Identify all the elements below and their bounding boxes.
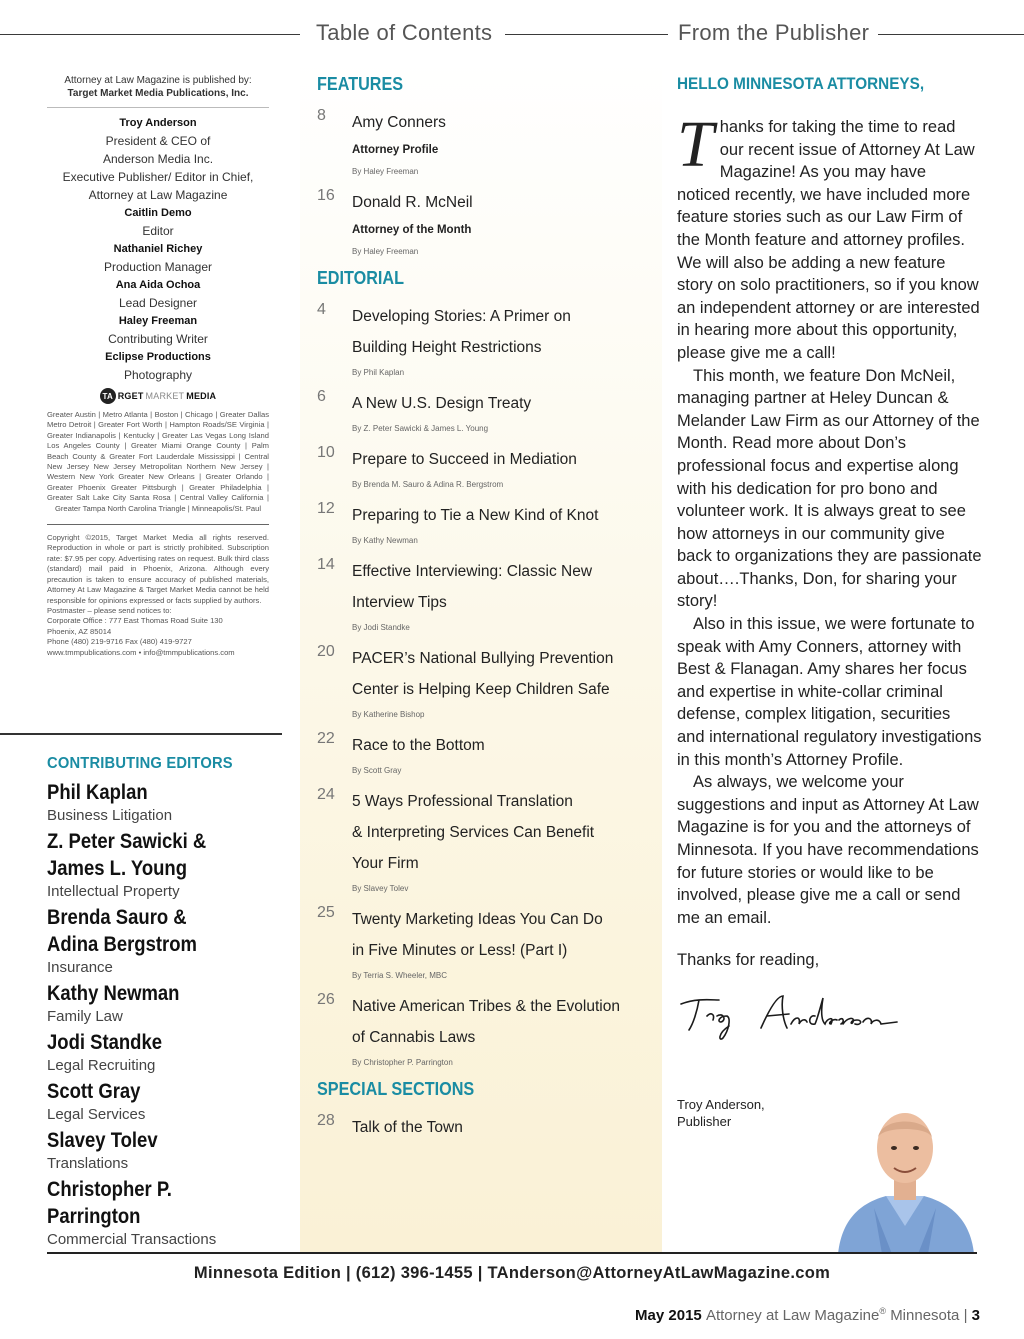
toc-entry-title: Center is Helping Keep Children Safe [352, 681, 610, 698]
toc-entry [317, 786, 647, 899]
toc-entry [317, 730, 647, 781]
toc-page-number: 4 [317, 301, 326, 318]
toc-section-title: FEATURES [317, 74, 404, 94]
toc-entry-title: Your Firm [352, 855, 419, 872]
toc-entry-byline: By Katherine Bishop [352, 710, 425, 719]
toc-entry-text [352, 904, 647, 986]
contributing-title: CONTRIBUTING EDITORS [47, 755, 233, 772]
toc-entry-title: Interview Tips [352, 594, 447, 611]
toc-entry-text [352, 187, 647, 262]
web-contact: www.tmmpublications.com • info@tmmpublications.com [47, 647, 235, 657]
toc-entry [317, 904, 647, 986]
staff-role: Lead Designer [118, 296, 198, 310]
staff-name: Caitlin Demo [124, 207, 192, 219]
toc-entry [317, 1112, 647, 1143]
toc-page-number: 16 [317, 187, 335, 204]
toc-section-title: EDITORIAL [317, 268, 405, 288]
signature-image [677, 990, 907, 1040]
paragraph-text: hanks for taking the time to read our recent issue of Attorney At Law Magazine! As you may have noticed recently, we have included more feature stories such as our Law Firm of the Month feature and attorney profiles. We will also be adding a new feature story on solo practitioners, so if you know an independent attorney or are interested in hearing more about this opportunity, please give me a call! [677, 118, 980, 362]
page-number: 3 [971, 1307, 980, 1324]
toc-entry-title: in Five Minutes or Less! (Part I) [352, 942, 568, 959]
toc-entry-byline: By Scott Gray [352, 766, 402, 775]
drop-cap: T [677, 108, 714, 181]
divider [47, 107, 269, 108]
toc-entry-text [352, 388, 647, 439]
editor-field: Insurance [47, 959, 113, 976]
editor-name: Adina Bergstrom [47, 933, 197, 956]
staff-list [47, 114, 269, 384]
toc-entry-byline: By Kathy Newman [352, 536, 418, 545]
staff-name: Ana Aida Ochoa [115, 279, 201, 291]
toc-entry-byline: By Z. Peter Sawicki & James L. Young [352, 424, 489, 433]
handwritten-signature [677, 990, 982, 1042]
publisher-photo [834, 1086, 976, 1254]
toc-entry-text [352, 991, 647, 1073]
toc-entry-title: A New U.S. Design Treaty [352, 395, 532, 412]
staff-role: Photography [123, 368, 193, 382]
editor-name: Christopher P. [47, 1178, 172, 1201]
edition-name: Minnesota [890, 1307, 960, 1324]
toc-page-number: 20 [317, 643, 335, 660]
editor-field: Legal Recruiting [47, 1057, 156, 1074]
office-address: Corporate Office : 777 East Thomas Road Suite 130 [47, 616, 223, 626]
copyright-text: Copyright ©2015, Target Market Media all rights reserved. Reproduction in whole or part is strictly prohibited. Subscription rate: $7.95 per copy. Advertising rates on request. Bulk third class (standard) mail paid in Phoenix, Arizona. Although every precaution is taken to ensure accuracy of published materials, Attorney At Law Magazine & Target Market Media cannot be held responsible for opinions expressed or facts supplied by authors. [47, 533, 269, 605]
toc-entry-title: & Interpreting Services Can Benefit [352, 824, 595, 841]
staff-name: Nathaniel Richey [113, 243, 203, 255]
toc-entry [317, 187, 647, 262]
toc-entry-text [352, 556, 647, 638]
signature-caption [677, 1096, 765, 1130]
staff-name: Troy Anderson [119, 117, 197, 129]
editor-name: Phil Kaplan [47, 781, 148, 804]
toc-entry-byline: By Terria S. Wheeler, MBC [352, 971, 447, 980]
staff-role: President & CEO of [105, 134, 211, 148]
logo-text-1: RGET [117, 391, 144, 401]
company-logo [47, 388, 269, 404]
toc-entry [317, 643, 647, 725]
footer-contact: Minnesota Edition | (612) 396-1455 | TAnderson@AttorneyAtLawMagazine.com [193, 1264, 831, 1282]
toc-entry-byline: By Phil Kaplan [352, 368, 405, 377]
letter-paragraph: Also in this issue, we were fortunate to speak with Amy Conners, attorney with Best & Flanagan. Amy shares her focus and expertise in white-collar criminal defense, complex litigation, securities and international regulatory investigations in this month’s Attorney Profile. [677, 615, 982, 769]
staff-role: Anderson Media Inc. [102, 152, 214, 166]
issue-date: May 2015 [635, 1307, 702, 1324]
toc-entry-text [352, 107, 647, 182]
office-phone: Phone (480) 219-9716 Fax (480) 419-9727 [47, 637, 192, 647]
editor-name: Brenda Sauro & [47, 906, 187, 929]
publisher-title: Publisher [677, 1114, 732, 1129]
toc-page-number: 12 [317, 500, 335, 517]
toc-page-number: 8 [317, 107, 326, 124]
toc-page-number: 28 [317, 1112, 335, 1129]
contributing-editors [47, 755, 287, 1252]
toc-entry-byline: By Christopher P. Parrington [352, 1058, 453, 1067]
staff-role: Production Manager [103, 260, 213, 274]
toc-heading: Table of Contents [316, 20, 493, 45]
logo-text-3: MEDIA [186, 391, 217, 401]
registered-mark: ® [879, 1306, 887, 1316]
divider [0, 733, 282, 735]
toc-entry-title: Race to the Bottom [352, 737, 485, 754]
toc-entry-title: Building Height Restrictions [352, 339, 542, 356]
editor-list [47, 779, 287, 1249]
letter-paragraph: This month, we feature Don McNeil, managing partner at Heley Duncan & Melander Law Firm as our Attorney of the Month. Read more about Don’s professional focus and expertise along with his dedication for pro bono and volunteer work. It is always great to see how attorneys in our community give back to organizations they are passionate about….Thanks, Don, for sharing your story! [677, 366, 982, 611]
toc-entry [317, 107, 647, 182]
page-folio: May 2015 Attorney at Law Magazine® Minnesota | 3 [635, 1306, 980, 1324]
postmaster-text: Postmaster – please send notices to: [47, 605, 172, 615]
editor-name: James L. Young [47, 857, 188, 880]
toc-page-number: 14 [317, 556, 335, 573]
publisher-heading: From the Publisher [678, 20, 870, 45]
header-rule-left [0, 34, 300, 35]
publisher-name: Troy Anderson, [677, 1097, 765, 1112]
letter-paragraph [677, 108, 982, 365]
toc-entry-title: Prepare to Succeed in Mediation [352, 451, 577, 468]
toc-entry-title: 5 Ways Professional Translation [352, 793, 573, 810]
letter-body [677, 108, 982, 929]
masthead-intro [47, 74, 269, 100]
intro-line: Attorney at Law Magazine is published by: [64, 75, 252, 86]
markets-list: Greater Austin | Metro Atlanta | Boston | Chicago | Greater Dallas Metro Detroit | Greater Fort Worth | Hampton Roads/SE Virginia | Greater Indianapolis | Kentucky | Greater Las Vegas Long Island Los Angeles County | Greater Miami Orange County | Palm Beach County & Greater Fort Lauderdale Mississippi | Central New Jersey New Jersey Metropolitan Northern New Jersey | Western New York Greater New Orleans | Greater Orlando | Greater Phoenix Greater Pittsburgh | Greater Philadelphia | Greater Salt Lake City Santa Rosa | Central Valley California | Greater Tampa North Carolina Triangle | Minneapolis/St. Paul [47, 410, 269, 513]
toc-entry-text [352, 444, 647, 495]
toc-entry-title: Donald R. McNeil [352, 194, 473, 211]
toc-entry [317, 444, 647, 495]
staff-name: Eclipse Productions [105, 351, 211, 363]
toc-page-number: 10 [317, 444, 335, 461]
logo-text-2: MARKET [145, 391, 185, 401]
toc-entry [317, 556, 647, 638]
toc-entry-title: Amy Conners [352, 114, 446, 131]
toc-entry-text [352, 301, 647, 383]
toc-entry-text [352, 643, 647, 725]
toc-entry-title: PACER’s National Bullying Prevention [352, 650, 614, 667]
header-rule-right [878, 34, 1024, 35]
footer-rule [47, 1252, 977, 1254]
magazine-name: Attorney at Law Magazine [705, 1307, 880, 1324]
editor-name: Kathy Newman [47, 982, 180, 1005]
toc-entry-title: Talk of the Town [352, 1119, 463, 1136]
toc-section-title: SPECIAL SECTIONS [317, 1079, 475, 1099]
toc-entry-byline: By Brenda M. Sauro & Adina R. Bergstrom [352, 480, 504, 489]
toc-entry-text [352, 1112, 647, 1143]
logo-mark: TA [100, 388, 116, 404]
editor-name: Scott Gray [47, 1080, 141, 1103]
toc-entry-text [352, 500, 647, 551]
letter-greeting: HELLO MINNESOTA ATTORNEYS, [677, 74, 925, 93]
header-rule-mid [505, 34, 668, 35]
toc-entry-text [352, 730, 647, 781]
editor-name: Slavey Tolev [47, 1129, 158, 1152]
publisher-letter [677, 74, 982, 1129]
editor-field: Family Law [47, 1008, 123, 1025]
toc-entry-byline: By Haley Freeman [352, 167, 419, 176]
editor-field: Commercial Transactions [47, 1231, 217, 1248]
toc-entry [317, 388, 647, 439]
toc-page-number: 22 [317, 730, 335, 747]
table-of-contents [317, 74, 647, 1148]
editor-field: Business Litigation [47, 807, 173, 824]
toc-page-number: 25 [317, 904, 335, 921]
staff-role: Contributing Writer [108, 332, 208, 346]
letter-paragraph: As always, we welcome your suggestions and input as Attorney At Law Magazine is for you and the attorneys of Minnesota. If you have recommendations for future stories or would like to be involved, please give me a call or send me an email. [677, 773, 979, 927]
editor-field: Translations [47, 1155, 129, 1172]
toc-entry-byline: By Haley Freeman [352, 247, 419, 256]
editor-field: Intellectual Property [47, 883, 180, 900]
toc-entry-title: Native American Tribes & the Evolution [352, 998, 620, 1015]
editor-field: Legal Services [47, 1106, 146, 1123]
publisher-company: Target Market Media Publications, Inc. [67, 88, 249, 99]
letter-closing: Thanks for reading, [677, 951, 820, 970]
toc-page-number: 26 [317, 991, 335, 1008]
toc-entry-byline: By Slavey Tolev [352, 884, 409, 893]
editor-name: Jodi Standke [47, 1031, 163, 1054]
editor-name: Z. Peter Sawicki & [47, 830, 207, 853]
office-city: Phoenix, AZ 85014 [47, 626, 112, 636]
toc-entry [317, 301, 647, 383]
editor-name: Parrington [47, 1205, 141, 1228]
toc-page-number: 24 [317, 786, 335, 803]
staff-role: Editor [142, 224, 174, 238]
toc-page-number: 6 [317, 388, 326, 405]
toc-entry-title: of Cannabis Laws [352, 1029, 476, 1046]
toc-entry-title: Preparing to Tie a New Kind of Knot [352, 507, 599, 524]
toc-entry [317, 991, 647, 1073]
toc-entry-title: Twenty Marketing Ideas You Can Do [352, 911, 603, 928]
toc-entry [317, 500, 647, 551]
staff-name: Haley Freeman [118, 315, 198, 327]
divider [47, 524, 269, 525]
toc-entry-byline: By Jodi Standke [352, 623, 410, 632]
toc-entry-subtitle: Attorney of the Month [352, 224, 472, 236]
toc-entry-text [352, 786, 647, 899]
masthead [47, 74, 269, 658]
staff-role: Attorney at Law Magazine [88, 188, 228, 202]
toc-entry-title: Effective Interviewing: Classic New [352, 563, 593, 580]
copyright-block [47, 533, 269, 658]
toc-entry-title: Developing Stories: A Primer on [352, 308, 571, 325]
toc-entry-subtitle: Attorney Profile [352, 144, 439, 156]
staff-role: Executive Publisher/ Editor in Chief, [62, 170, 254, 184]
